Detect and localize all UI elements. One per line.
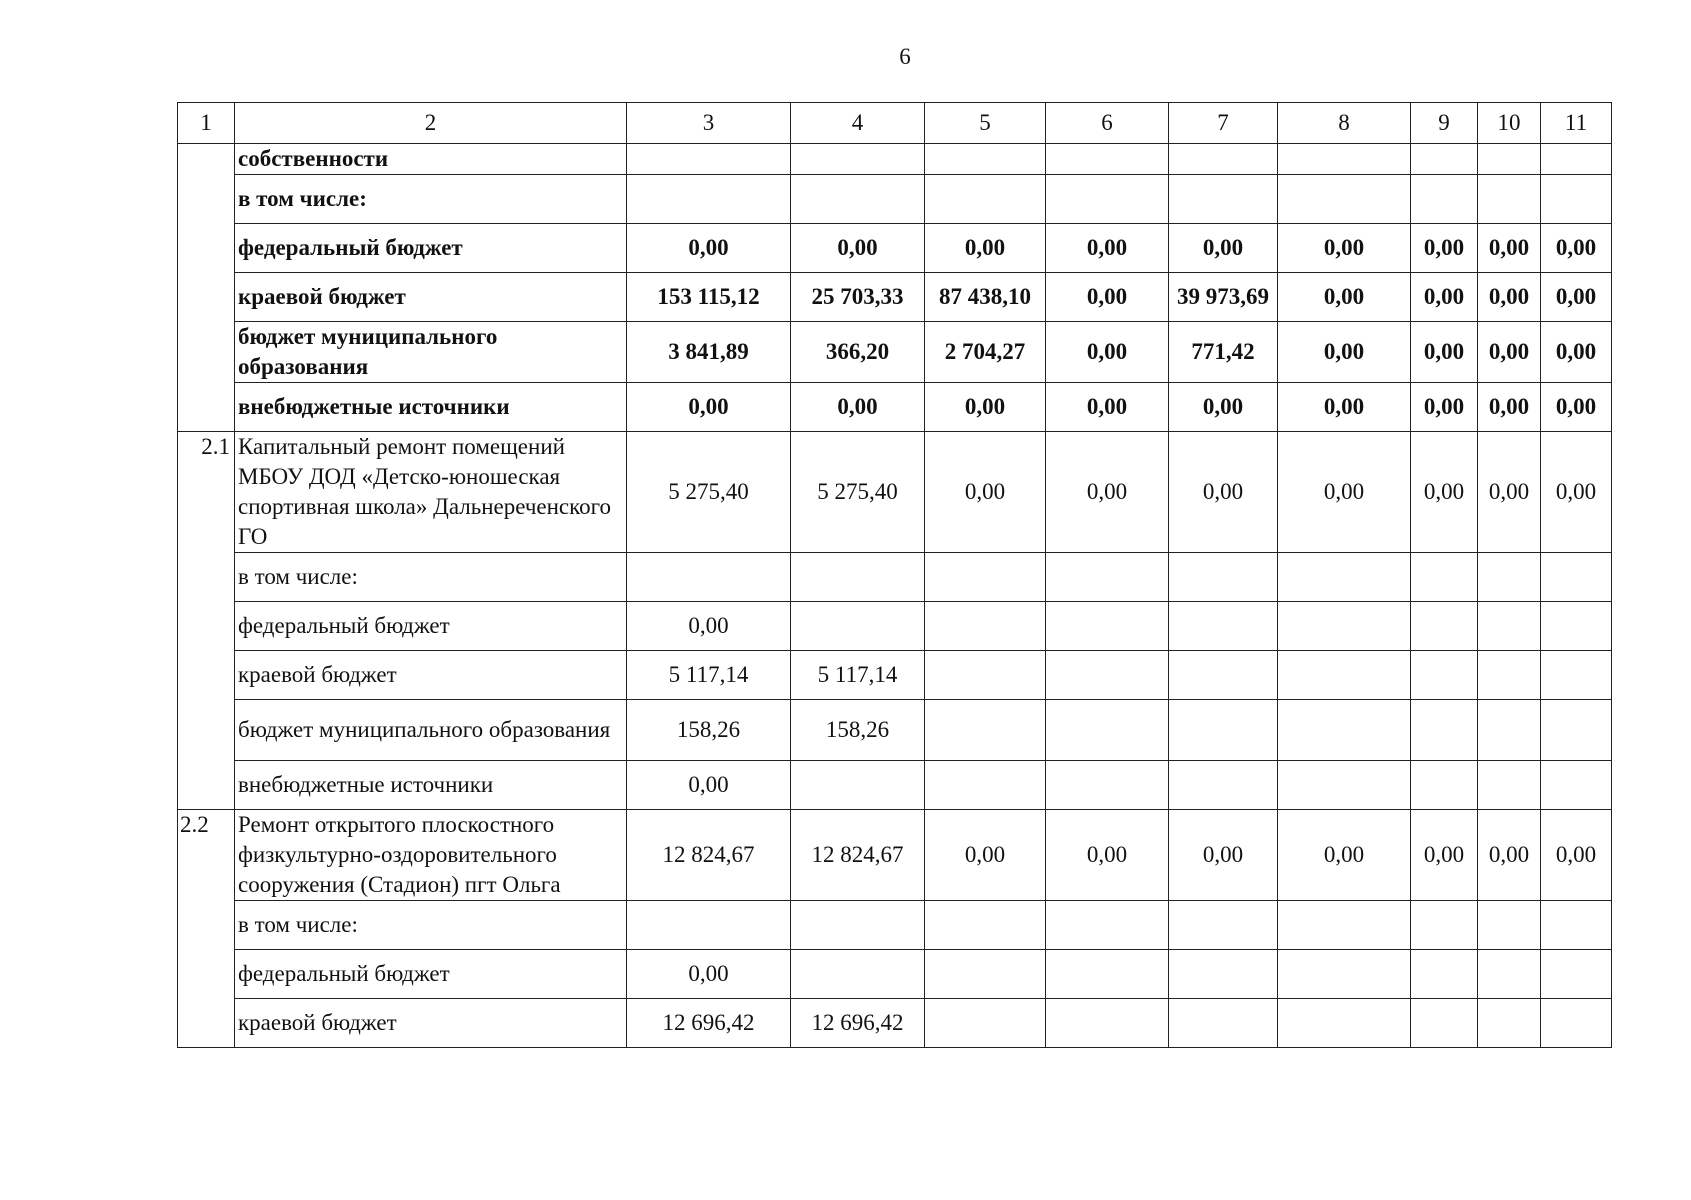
value-cell-col-11	[1541, 144, 1612, 175]
value-cell-col-9	[1411, 761, 1478, 810]
value-cell-col-7	[1169, 700, 1278, 761]
header-row	[178, 103, 1612, 144]
table-row	[178, 950, 1612, 999]
value-cell-col-7: 0,00	[1169, 432, 1278, 553]
value-cell-col-10	[1478, 999, 1541, 1048]
value-cell-col-8	[1278, 651, 1411, 700]
value-cell-col-5: 0,00	[925, 810, 1046, 901]
value-cell-col-11	[1541, 651, 1612, 700]
value-cell-col-9: 0,00	[1411, 432, 1478, 553]
table-row	[178, 651, 1612, 700]
value-cell-col-4: 5 275,40	[791, 432, 925, 553]
value-cell-col-7: 0,00	[1169, 383, 1278, 432]
value-cell-col-10	[1478, 901, 1541, 950]
value-cell-col-3: 12 824,67	[627, 810, 791, 901]
header-cell-3: 3	[627, 103, 791, 144]
table-row	[178, 144, 1612, 175]
value-cell-col-8	[1278, 602, 1411, 651]
value-cell-col-8: 0,00	[1278, 810, 1411, 901]
value-cell-col-6	[1046, 761, 1169, 810]
value-cell-col-11	[1541, 553, 1612, 602]
value-cell-col-5	[925, 602, 1046, 651]
value-cell-col-6: 0,00	[1046, 810, 1169, 901]
value-cell-col-8: 0,00	[1278, 432, 1411, 553]
value-cell-col-5	[925, 761, 1046, 810]
value-cell-col-10	[1478, 602, 1541, 651]
table-row	[178, 700, 1612, 761]
row-label: федеральный бюджет	[235, 224, 627, 273]
header-cell-10: 10	[1478, 103, 1541, 144]
value-cell-col-3: 0,00	[627, 761, 791, 810]
value-cell-col-10: 0,00	[1478, 432, 1541, 553]
value-cell-col-6: 0,00	[1046, 224, 1169, 273]
value-cell-col-7	[1169, 999, 1278, 1048]
value-cell-col-11: 0,00	[1541, 273, 1612, 322]
value-cell-col-8: 0,00	[1278, 322, 1411, 383]
header-cell-6: 6	[1046, 103, 1169, 144]
value-cell-col-3	[627, 144, 791, 175]
header-cell-7: 7	[1169, 103, 1278, 144]
value-cell-col-5	[925, 999, 1046, 1048]
table-row	[178, 602, 1612, 651]
value-cell-col-3: 0,00	[627, 383, 791, 432]
value-cell-col-7: 0,00	[1169, 810, 1278, 901]
header-cell-11: 11	[1541, 103, 1612, 144]
table-row	[178, 432, 1612, 553]
row-label: Капитальный ремонт помещений МБОУ ДОД «Детско-юношеская спортивная школа» Дальнереченского ГО	[235, 432, 627, 553]
header-cell-1: 1	[178, 103, 235, 144]
value-cell-col-7	[1169, 950, 1278, 999]
table-row	[178, 383, 1612, 432]
row-index: 2.1	[178, 432, 235, 810]
value-cell-col-9	[1411, 901, 1478, 950]
value-cell-col-10: 0,00	[1478, 810, 1541, 901]
row-label: краевой бюджет	[235, 999, 627, 1048]
value-cell-col-4	[791, 950, 925, 999]
value-cell-col-10	[1478, 553, 1541, 602]
row-label: в том числе:	[235, 175, 627, 224]
row-index	[178, 144, 235, 432]
value-cell-col-4: 12 824,67	[791, 810, 925, 901]
value-cell-col-9	[1411, 144, 1478, 175]
header-cell-5: 5	[925, 103, 1046, 144]
row-label: краевой бюджет	[235, 651, 627, 700]
value-cell-col-5	[925, 651, 1046, 700]
value-cell-col-5	[925, 950, 1046, 999]
value-cell-col-6	[1046, 700, 1169, 761]
value-cell-col-7	[1169, 901, 1278, 950]
value-cell-col-8	[1278, 901, 1411, 950]
row-label: в том числе:	[235, 901, 627, 950]
value-cell-col-3: 5 275,40	[627, 432, 791, 553]
header-cell-8: 8	[1278, 103, 1411, 144]
table-row	[178, 224, 1612, 273]
row-label: бюджет муниципального образования	[235, 322, 627, 383]
value-cell-col-11	[1541, 700, 1612, 761]
value-cell-col-8	[1278, 700, 1411, 761]
value-cell-col-6	[1046, 651, 1169, 700]
value-cell-col-10: 0,00	[1478, 224, 1541, 273]
row-label: в том числе:	[235, 553, 627, 602]
value-cell-col-6: 0,00	[1046, 383, 1169, 432]
value-cell-col-11	[1541, 761, 1612, 810]
value-cell-col-7	[1169, 602, 1278, 651]
value-cell-col-9	[1411, 999, 1478, 1048]
value-cell-col-5: 87 438,10	[925, 273, 1046, 322]
value-cell-col-3: 5 117,14	[627, 651, 791, 700]
value-cell-col-5	[925, 553, 1046, 602]
value-cell-col-8	[1278, 553, 1411, 602]
value-cell-col-11: 0,00	[1541, 810, 1612, 901]
value-cell-col-3	[627, 175, 791, 224]
value-cell-col-6	[1046, 602, 1169, 651]
value-cell-col-9	[1411, 553, 1478, 602]
value-cell-col-9	[1411, 950, 1478, 999]
value-cell-col-9: 0,00	[1411, 322, 1478, 383]
row-label: внебюджетные источники	[235, 383, 627, 432]
value-cell-col-6: 0,00	[1046, 322, 1169, 383]
value-cell-col-8	[1278, 761, 1411, 810]
value-cell-col-10	[1478, 175, 1541, 224]
value-cell-col-4	[791, 175, 925, 224]
row-label: бюджет муниципального образования	[235, 700, 627, 761]
value-cell-col-11	[1541, 901, 1612, 950]
value-cell-col-5	[925, 700, 1046, 761]
value-cell-col-3	[627, 901, 791, 950]
value-cell-col-10: 0,00	[1478, 273, 1541, 322]
value-cell-col-8: 0,00	[1278, 273, 1411, 322]
table-row	[178, 901, 1612, 950]
value-cell-col-4	[791, 602, 925, 651]
value-cell-col-5: 0,00	[925, 432, 1046, 553]
value-cell-col-10	[1478, 950, 1541, 999]
value-cell-col-4: 0,00	[791, 224, 925, 273]
value-cell-col-5	[925, 144, 1046, 175]
value-cell-col-7	[1169, 175, 1278, 224]
value-cell-col-6: 0,00	[1046, 432, 1169, 553]
value-cell-col-3: 0,00	[627, 950, 791, 999]
value-cell-col-5: 0,00	[925, 224, 1046, 273]
value-cell-col-4: 366,20	[791, 322, 925, 383]
value-cell-col-5	[925, 901, 1046, 950]
value-cell-col-3: 158,26	[627, 700, 791, 761]
table-row	[178, 553, 1612, 602]
value-cell-col-6	[1046, 950, 1169, 999]
value-cell-col-4	[791, 553, 925, 602]
value-cell-col-7	[1169, 144, 1278, 175]
budget-table	[177, 102, 1612, 1048]
value-cell-col-6: 0,00	[1046, 273, 1169, 322]
value-cell-col-10	[1478, 761, 1541, 810]
row-label: федеральный бюджет	[235, 602, 627, 651]
row-label: федеральный бюджет	[235, 950, 627, 999]
value-cell-col-4: 25 703,33	[791, 273, 925, 322]
table-row	[178, 761, 1612, 810]
value-cell-col-11: 0,00	[1541, 224, 1612, 273]
value-cell-col-10: 0,00	[1478, 383, 1541, 432]
header-cell-2: 2	[235, 103, 627, 144]
value-cell-col-9	[1411, 602, 1478, 651]
page-number: 6	[899, 44, 911, 69]
value-cell-col-7	[1169, 651, 1278, 700]
table-row	[178, 273, 1612, 322]
value-cell-col-4: 12 696,42	[791, 999, 925, 1048]
value-cell-col-3: 3 841,89	[627, 322, 791, 383]
value-cell-col-3	[627, 553, 791, 602]
value-cell-col-10	[1478, 651, 1541, 700]
value-cell-col-11	[1541, 602, 1612, 651]
value-cell-col-11	[1541, 999, 1612, 1048]
row-label: внебюджетные источники	[235, 761, 627, 810]
value-cell-col-10: 0,00	[1478, 322, 1541, 383]
value-cell-col-11	[1541, 175, 1612, 224]
value-cell-col-9: 0,00	[1411, 383, 1478, 432]
header-cell-4: 4	[791, 103, 925, 144]
value-cell-col-11: 0,00	[1541, 383, 1612, 432]
value-cell-col-5	[925, 175, 1046, 224]
value-cell-col-7	[1169, 761, 1278, 810]
value-cell-col-9	[1411, 700, 1478, 761]
value-cell-col-4	[791, 901, 925, 950]
row-label: краевой бюджет	[235, 273, 627, 322]
value-cell-col-7: 39 973,69	[1169, 273, 1278, 322]
value-cell-col-9	[1411, 651, 1478, 700]
table-row	[178, 175, 1612, 224]
value-cell-col-6	[1046, 553, 1169, 602]
value-cell-col-5: 0,00	[925, 383, 1046, 432]
value-cell-col-8	[1278, 950, 1411, 999]
value-cell-col-9: 0,00	[1411, 273, 1478, 322]
value-cell-col-11: 0,00	[1541, 322, 1612, 383]
value-cell-col-7	[1169, 553, 1278, 602]
value-cell-col-7: 0,00	[1169, 224, 1278, 273]
row-label: собственности	[235, 144, 627, 175]
value-cell-col-3: 0,00	[627, 602, 791, 651]
value-cell-col-10	[1478, 144, 1541, 175]
value-cell-col-8	[1278, 175, 1411, 224]
value-cell-col-7: 771,42	[1169, 322, 1278, 383]
value-cell-col-9: 0,00	[1411, 810, 1478, 901]
value-cell-col-6	[1046, 999, 1169, 1048]
value-cell-col-6	[1046, 901, 1169, 950]
value-cell-col-11	[1541, 950, 1612, 999]
table-row	[178, 810, 1612, 901]
value-cell-col-8	[1278, 999, 1411, 1048]
value-cell-col-5: 2 704,27	[925, 322, 1046, 383]
value-cell-col-4	[791, 761, 925, 810]
value-cell-col-11: 0,00	[1541, 432, 1612, 553]
header-cell-9: 9	[1411, 103, 1478, 144]
value-cell-col-4: 158,26	[791, 700, 925, 761]
value-cell-col-9: 0,00	[1411, 224, 1478, 273]
value-cell-col-10	[1478, 700, 1541, 761]
value-cell-col-6	[1046, 144, 1169, 175]
value-cell-col-3: 0,00	[627, 224, 791, 273]
value-cell-col-6	[1046, 175, 1169, 224]
value-cell-col-3: 153 115,12	[627, 273, 791, 322]
value-cell-col-8	[1278, 144, 1411, 175]
row-index: 2.2	[178, 810, 235, 1048]
value-cell-col-4	[791, 144, 925, 175]
table-row	[178, 322, 1612, 383]
value-cell-col-4: 5 117,14	[791, 651, 925, 700]
value-cell-col-8: 0,00	[1278, 383, 1411, 432]
value-cell-col-8: 0,00	[1278, 224, 1411, 273]
value-cell-col-4: 0,00	[791, 383, 925, 432]
table-row	[178, 999, 1612, 1048]
row-label: Ремонт открытого плоскостного физкультурно-оздоровительного сооружения (Стадион) пгт Ольга	[235, 810, 627, 901]
value-cell-col-3: 12 696,42	[627, 999, 791, 1048]
value-cell-col-9	[1411, 175, 1478, 224]
